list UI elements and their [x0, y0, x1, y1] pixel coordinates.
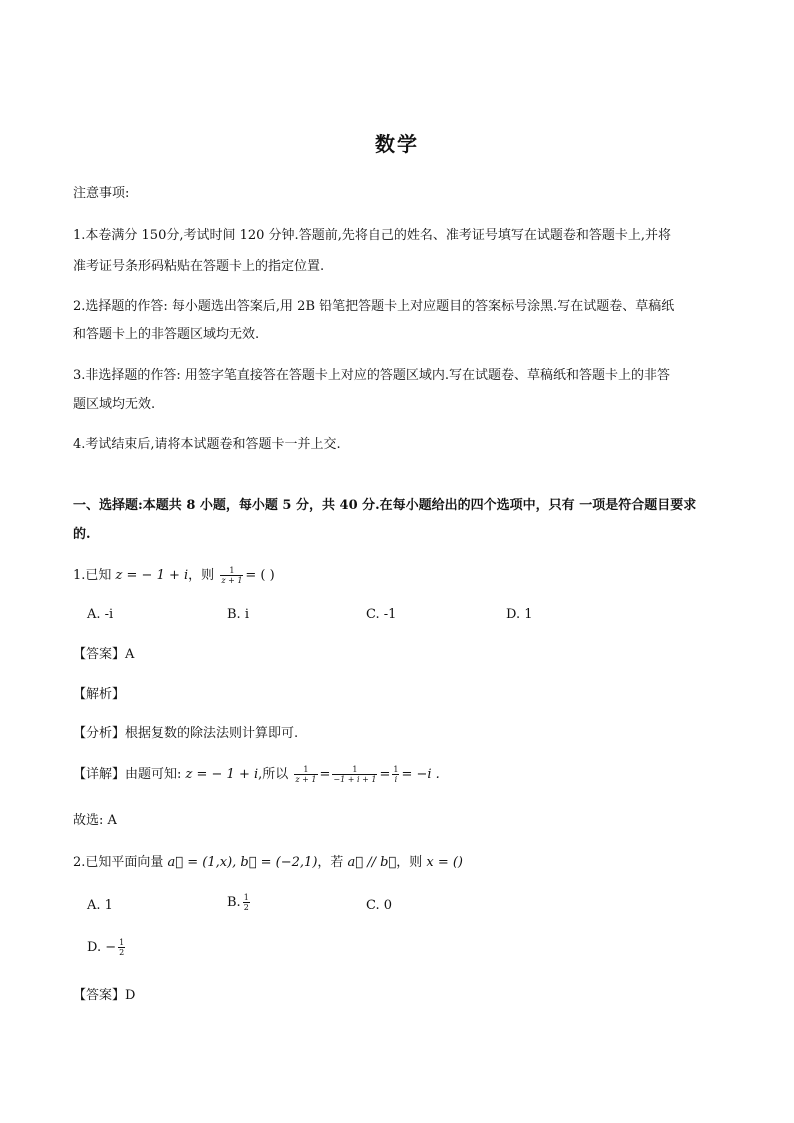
notice-item-1-line-2: 准考证号条形码粘贴在答题卡上的指定位置.	[73, 259, 325, 274]
q2-stem-mid: ，若	[317, 855, 348, 870]
q1-detail-frac3-den: i	[394, 775, 398, 784]
q1-detail-frac3-num: 1	[393, 765, 399, 774]
q2-optb-num: 1	[243, 893, 249, 902]
q1-fenxi: 【分析】根据复数的除法法则计算即可.	[73, 726, 299, 741]
q1-detail-frac1-num: 1	[294, 765, 317, 775]
notice-item-2-line-2: 和答题卡上的非答题区域均无效.	[73, 327, 260, 342]
q1-detail-fraction-1	[294, 765, 317, 784]
q1-detail-frac2-den: −1 + i + 1	[333, 775, 377, 784]
notice-item-3-line-2: 题区域均无效.	[73, 397, 156, 412]
q2-answer: 【答案】D	[73, 988, 136, 1003]
q1-detail-prefix: 【详解】由题可知:	[73, 767, 186, 782]
q2-stem-parallel: a⃗ // b⃗	[347, 855, 397, 870]
q2-stem-mid2: ，则	[396, 855, 427, 870]
q2-option-b-prefix: B.	[227, 895, 241, 910]
q1-detail-mid: ,所以	[258, 767, 293, 782]
q1-detail-equation: z = − 1 + i	[185, 767, 259, 782]
q1-stem-prefix: 1.已知	[73, 568, 116, 583]
notice-item-3-line-1: 3.非选择题的作答: 用签字笔直接答在答题卡上对应的答题区域内.写在试题卷、草稿纸和答题卡上的非答	[73, 368, 671, 383]
q1-stem-equation: z = − 1 + i	[115, 568, 189, 583]
notice-item-4: 4.考试结束后,请将本试题卷和答题卡一并上交.	[73, 437, 341, 452]
q1-frac-num: 1	[220, 566, 243, 576]
q1-stem-fraction	[220, 566, 243, 585]
section-1-heading-line-1: 一、选择题:本题共 8 小题，每小题 5 分，共 40 分.在每小题给出的四个选项中，只有 一项是符合题目要求	[73, 498, 697, 513]
q2-option-a: A. 1	[87, 898, 113, 913]
q2-stem-vectors: a⃗ = (1,x), b⃗ = (−2,1)	[167, 855, 318, 870]
q1-detail-fraction-3	[392, 765, 399, 784]
q1-choice: 故选: A	[73, 813, 117, 828]
q1-detail-frac2-num: 1	[332, 765, 377, 775]
q2-option-b	[227, 893, 252, 912]
q1-option-d: D. 1	[506, 607, 533, 622]
q1-detail-fraction-2	[332, 765, 377, 784]
q1-frac-den: z + 1	[221, 576, 243, 585]
q2-stem-prefix: 2.已知平面向量	[73, 855, 168, 870]
q2-optb-den: 2	[243, 903, 249, 912]
q2-option-d	[87, 938, 127, 957]
q1-detail-end: = −i .	[401, 767, 440, 782]
q1-detail	[73, 763, 440, 784]
q1-option-c: C. -1	[366, 607, 397, 622]
q2-option-c: C. 0	[366, 898, 393, 913]
q1-analysis-label: 【解析】	[73, 687, 126, 702]
page-title: 数学	[375, 132, 419, 156]
notice-item-2-line-1: 2.选择题的作答: 每小题选出答案后,用 2B 铅笔把答题卡上对应题目的答案标号涂黑.写在试题卷、草稿纸	[73, 299, 675, 314]
q1-stem-suffix: = ( )	[245, 568, 275, 583]
question-1-stem	[73, 564, 275, 585]
q2-option-d-prefix: D. −	[87, 940, 117, 955]
question-2-stem	[73, 851, 463, 870]
q2-option-d-fraction	[118, 938, 125, 957]
q1-detail-eq2: =	[319, 767, 331, 782]
section-1-heading-line-2: 的.	[73, 527, 91, 542]
q2-optd-den: 2	[119, 948, 125, 957]
q2-stem-equation: x = ()	[426, 855, 464, 870]
q2-optd-num: 1	[119, 938, 125, 947]
q1-stem-mid: ，则	[188, 568, 219, 583]
q2-option-b-fraction	[243, 893, 250, 912]
q1-option-b: B. i	[227, 607, 249, 622]
notice-item-1-line-1: 1.本卷满分 150分,考试时间 120 分钟.答题前,先将自己的姓名、准考证号填写在试题卷和答题卡上,并将	[73, 228, 671, 243]
q1-answer: 【答案】A	[73, 647, 135, 662]
q1-detail-frac1-den: z + 1	[295, 775, 317, 784]
notice-heading: 注意事项:	[73, 186, 130, 201]
q1-option-a: A. -i	[87, 607, 114, 622]
q1-detail-eq3: =	[379, 767, 391, 782]
